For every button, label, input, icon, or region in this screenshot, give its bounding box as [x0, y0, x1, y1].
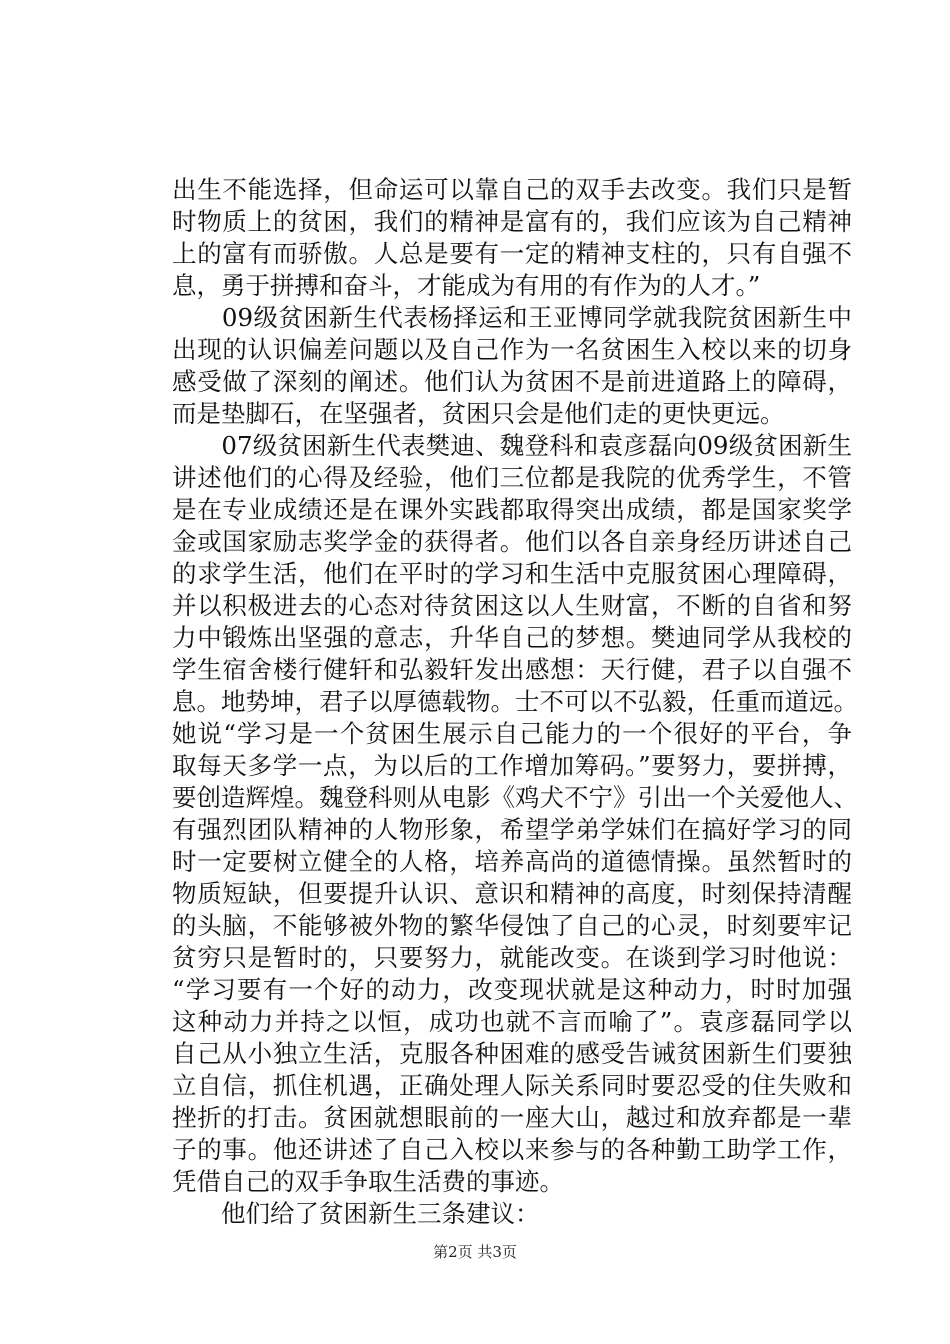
body-text-line: 立自信，抓住机遇，正确处理人际关系同时要忍受的住失败和 [172, 1071, 852, 1100]
body-text-line: 这种动力并持之以恒，成功也就不言而喻了”。袁彦磊同学以 [172, 1007, 852, 1036]
body-text-line: 出生不能选择，但命运可以靠自己的双手去改变。我们只是暂 [172, 175, 852, 204]
body-text-line: 凭借自己的双手争取生活费的事迹。 [172, 1167, 564, 1196]
body-text-line: 息，勇于拼搏和奋斗，才能成为有用的有作为的人才。” [172, 271, 761, 300]
body-text-line: 息。地势坤，君子以厚德载物。士不可以不弘毅，任重而道远。 [172, 687, 858, 716]
body-text-line: 金或国家励志奖学金的获得者。他们以各自亲身经历讲述自己 [172, 527, 852, 556]
body-text-line: 感受做了深刻的阐述。他们认为贫困不是前进道路上的障碍， [172, 367, 852, 396]
body-text-line: 学生宿舍楼行健轩和弘毅轩发出感想：天行健，君子以自强不 [172, 655, 852, 684]
body-text-line: 是在专业成绩还是在课外实践都取得突出成绩，都是国家奖学 [172, 495, 852, 524]
body-text-line: 的求学生活，他们在平时的学习和生活中克服贫困心理障碍， [172, 559, 852, 588]
body-text-line: 子的事。他还讲述了自己入校以来参与的各种勤工助学工作， [172, 1135, 852, 1164]
body-text-line: 而是垫脚石，在坚强者，贫困只会是他们走的更快更远。 [172, 399, 785, 428]
body-text-line: 上的富有而骄傲。人总是要有一定的精神支柱的，只有自强不 [172, 239, 852, 268]
body-text-line: 要创造辉煌。魏登科则从电影《鸡犬不宁》引出一个关爱他人、 [172, 783, 858, 812]
body-text-line: 挫折的打击。贫困就想眼前的一座大山，越过和放弃都是一辈 [172, 1103, 852, 1132]
body-text-line: 07级贫困新生代表樊迪、魏登科和袁彦磊向09级贫困新生 [172, 431, 852, 460]
body-text-line: 时物质上的贫困，我们的精神是富有的，我们应该为自己精神 [172, 207, 852, 236]
body-text-line: 时一定要树立健全的人格，培养高尚的道德情操。虽然暂时的 [172, 847, 852, 876]
body-text-line: 力中锻炼出坚强的意志，升华自己的梦想。樊迪同学从我校的 [172, 623, 852, 652]
body-text-line: 出现的认识偏差问题以及自己作为一名贫困生入校以来的切身 [172, 335, 852, 364]
body-text-line: 自己从小独立生活，克服各种困难的感受告诫贫困新生们要独 [172, 1039, 852, 1068]
body-text-line: 取每天多学一点，为以后的工作增加筹码。”要努力，要拼搏， [172, 751, 852, 780]
body-text-line: 并以积极进去的心态对待贫困这以人生财富，不断的自省和努 [172, 591, 852, 620]
body-text-line: 她说“学习是一个贫困生展示自己能力的一个很好的平台，争 [172, 719, 852, 748]
body-text-line: 09级贫困新生代表杨择运和王亚博同学就我院贫困新生中 [172, 303, 852, 332]
body-text-line: 有强烈团队精神的人物形象，希望学弟学妹们在搞好学习的同 [172, 815, 852, 844]
body-text-line: “学习要有一个好的动力，改变现状就是这种动力，时时加强 [172, 975, 852, 1004]
body-text-line: 他们给了贫困新生三条建议： [172, 1199, 540, 1228]
body-text-line: 讲述他们的心得及经验，他们三位都是我院的优秀学生，不管 [172, 463, 852, 492]
body-text-line: 物质短缺，但要提升认识、意识和精神的高度，时刻保持清醒 [172, 879, 852, 908]
page-footer: 第2页 共3页 [433, 1243, 517, 1261]
body-text-line: 的头脑，不能够被外物的繁华侵蚀了自己的心灵，时刻要牢记 [172, 911, 852, 940]
body-text-line: 贫穷只是暂时的，只要努力，就能改变。在谈到学习时他说： [172, 943, 852, 972]
